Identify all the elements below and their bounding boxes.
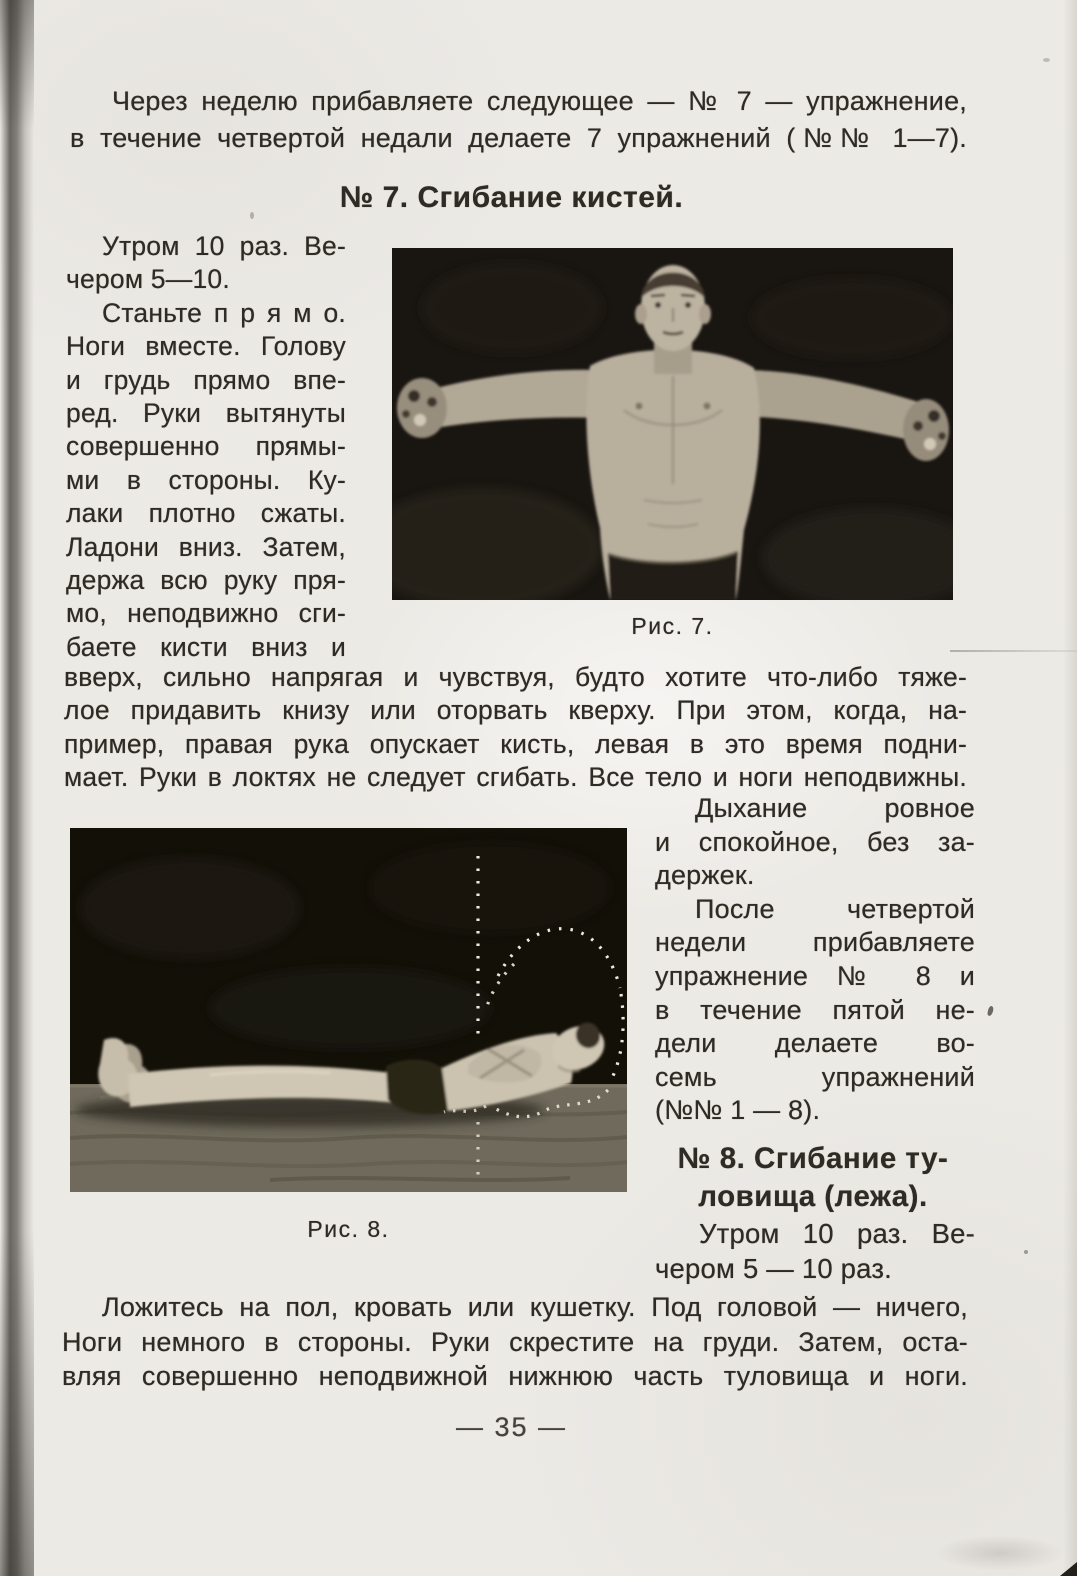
figure-7-photo-man-arms-outstretched bbox=[392, 248, 953, 600]
exercise-8-heading-line-2: ловища (лежа). bbox=[698, 1180, 928, 1213]
binding-shadow bbox=[0, 0, 34, 1576]
col8-line: упражнение № 8 и bbox=[655, 960, 975, 991]
para8-line: Ложитесь на пол, кровать или кушетку. Под головой — ничего, bbox=[102, 1292, 968, 1322]
paper-smudge bbox=[935, 1535, 1065, 1571]
col7-line: держа всю руку пря- bbox=[66, 565, 346, 596]
col8-line: (№№ 1 — 8). bbox=[655, 1095, 821, 1126]
page-number: — 35 — bbox=[455, 1412, 568, 1442]
intro-line-1: Через неделю прибавляете следующее — № 7 — упражнение, bbox=[112, 86, 967, 116]
col7-line: и грудь прямо впе- bbox=[66, 364, 346, 395]
para8-line: Ноги немного в стороны. Руки скрестите на груди. Затем, оста- bbox=[62, 1326, 968, 1357]
exercise-8-schedule bbox=[655, 1216, 975, 1286]
exercise-8-heading-line-1: № 8. Сгибание ту- bbox=[677, 1142, 949, 1175]
col7-line: лаки плотно сжаты. bbox=[66, 498, 346, 529]
col7-line: Ноги вместе. Голову bbox=[66, 331, 346, 362]
col7-line: ред. Руки вытянуты bbox=[66, 398, 346, 429]
col7-line: мо, неподвижно сги- bbox=[66, 598, 346, 629]
col8-line: дели делаете во- bbox=[655, 1028, 975, 1059]
page-right-edge-shading bbox=[1063, 0, 1077, 1576]
col8-line: в течение пятой не- bbox=[655, 994, 975, 1025]
col7-line: совершенно прямы- bbox=[66, 431, 346, 462]
col8-line: недели прибавляете bbox=[655, 927, 975, 958]
figure-7 bbox=[392, 248, 953, 600]
col8-line: Дыхание ровное bbox=[695, 793, 975, 823]
para7-line: пример, правая рука опускает кисть, левая в это время подни- bbox=[64, 728, 967, 759]
sch8-line: чером 5 — 10 раз. bbox=[655, 1253, 892, 1284]
col7-line: баете кисти вниз и bbox=[66, 631, 346, 662]
para7-line: вверх, сильно напрягая и чувствуя, будто хотите что-либо тяже- bbox=[64, 662, 967, 692]
exercise-8-heading bbox=[648, 1140, 978, 1216]
figure-7-caption: Рис. 7. bbox=[631, 613, 714, 639]
col7-line: Станьте п р я м о. bbox=[102, 297, 346, 328]
col8-line: держек. bbox=[655, 860, 755, 891]
intro-line-2: в течение четвертой недали делаете 7 упражнений (№№ 1—7). bbox=[70, 123, 967, 153]
figure-8-caption: Рис. 8. bbox=[307, 1216, 390, 1242]
figure-8 bbox=[70, 828, 627, 1192]
exercise-7-left-column bbox=[66, 230, 346, 664]
scan-artifact-line bbox=[950, 650, 1077, 652]
exercise-7-paragraph bbox=[64, 661, 967, 795]
paper-speck bbox=[1024, 1250, 1028, 1254]
paper-speck bbox=[250, 212, 254, 219]
exercise-7-heading: № 7. Сгибание кистей. bbox=[339, 181, 684, 214]
sch8-line: Утром 10 раз. Ве- bbox=[699, 1218, 975, 1249]
exercise-8-right-column bbox=[655, 792, 975, 1128]
intro-paragraph bbox=[70, 83, 967, 157]
paper-speck bbox=[987, 1006, 994, 1017]
para7-line: мает. Руки в локтях не следует сгибать. Все тело и ноги неподвижны. bbox=[64, 762, 967, 793]
col8-line: и спокойное, без за- bbox=[655, 826, 975, 857]
para8-line: вляя совершенно неподвижной нижнюю часть туловища и ноги. bbox=[62, 1361, 968, 1392]
exercise-8-paragraph bbox=[62, 1290, 968, 1394]
col7-line: Ладони вниз. Затем, bbox=[66, 531, 346, 562]
col8-line: После четвертой bbox=[695, 893, 975, 924]
para7-line: лое придавить книзу или оторвать кверху. При этом, когда, на- bbox=[64, 695, 967, 726]
col7-line: чером 5—10. bbox=[66, 264, 230, 295]
figure-8-photo-man-lying-supine bbox=[70, 828, 627, 1192]
col7-line: Утром 10 раз. Ве- bbox=[102, 231, 346, 261]
col8-line: семь упражнений bbox=[655, 1061, 975, 1092]
col7-line: ми в стороны. Ку- bbox=[66, 464, 346, 495]
paper-speck bbox=[1043, 58, 1050, 62]
